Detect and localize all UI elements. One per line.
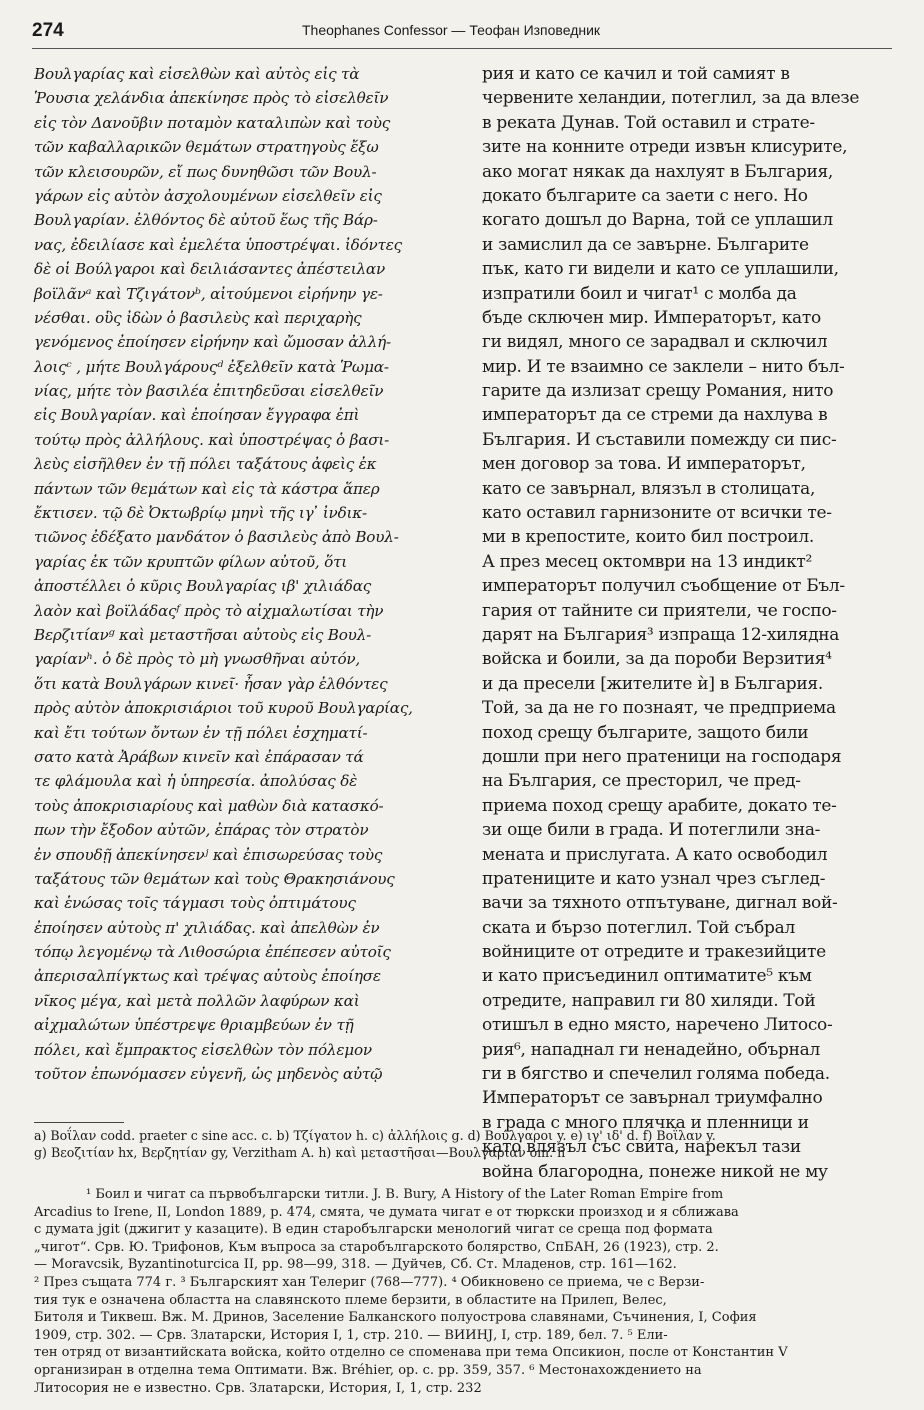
apparatus-line: a) Βοΐλαν codd. praeter c sine acc. c. b) Τζίγατον h. c) ἀλλήλοις g. d) Βούλγαροι y. e) ιγ' ιδ' d. f) Βοΐλαν y. [34,1128,716,1143]
greek-line: τῶν κλεισουρῶν, εἴ πως δυνηθῶσι τῶν Βουλ- [34,162,377,181]
bulgarian-line: отредите, направил ги 80 хиляди. Той [482,990,816,1011]
bulgarian-line: вачи за тяхното отпътуване, дигнал вой- [482,893,838,914]
bulgarian-line: А през месец октомври на 13 индикт² [482,551,813,572]
greek-line: Βουλγαρίας καὶ εἰσελθὼν καὶ αὐτὸς εἰς τὰ [34,65,360,83]
bulgarian-line: изпратили боил и чигат¹ с молба да [482,283,797,304]
greek-line: πων τὴν ἔξοδον αὐτῶν, ἐπάρας τὸν στρατὸν [34,821,369,840]
bulgarian-line: гария от тайните си приятели, че госпо- [482,600,837,621]
greek-line: λεὺς εἰσῆλθεν ἐν τῇ πόλει ταξάτους ἀφεὶς ἐκ [34,455,377,474]
bulgarian-line: рия⁶, нападнал ги ненадейно, обърнал [482,1039,820,1060]
bulgarian-translation-column [482,62,894,1182]
page-header [32,18,892,49]
greek-line: ἐποίησεν αὐτοὺς π' χιλιάδας. καὶ ἀπελθὼν ἐν [34,918,380,937]
greek-line: τόπῳ λεγομένῳ τὰ Λιθοσώρια ἐπέπεσεν αὐτοῖς [34,943,391,962]
bulgarian-line: ако могат някак да нахлуят в България, [482,161,834,182]
greek-line: Βερζιτίανᵍ καὶ μεταστῆσαι αὐτοὺς εἰς Βουλ- [34,625,372,644]
footnote-line: ² През същата 774 г. ³ Българският хан Телериг (768—777). ⁴ Обикновено се приема, че с Верзи- [34,1274,705,1290]
greek-line: δὲ οἱ Βούλγαροι καὶ δειλιάσαντες ἀπέστειλαν [34,260,385,279]
bulgarian-line: бъде сключен мир. Императорът, като [482,307,821,328]
bulgarian-line: като влязъл със свита, нарекъл тази [482,1137,801,1158]
bulgarian-line: като оставил гарнизоните от всички те- [482,503,832,524]
bulgarian-line: докато българите са заети с него. Но [482,185,808,206]
greek-line: νίας, μήτε τὸν βασιλέα ἐπιτηδεῦσαι εἰσελθεῖν [34,382,384,401]
apparatus-line: g) Βεοζιτίαν hx, Βερζητίαν gy, Verzitham A. h) καὶ μεταστῆσαι—Βουλγαρίαν om. h [34,1145,566,1160]
greek-line: ἀπερισαλπίγκτως καὶ τρέψας αὐτοὺς ἐποίησε [34,967,381,986]
bulgarian-line: гарите да излизат срещу Романия, нито [482,381,834,402]
bulgarian-line: в града с много плячка и пленници и [482,1112,809,1133]
bulgarian-line: зи още били в града. И потеглили зна- [482,820,821,841]
bulgarian-line: пък, като ги видели и като се уплашили, [482,259,839,280]
footnote-line: Arcadius to Irene, II, London 1889, p. 474, смята, че думата чигат е от тюркски произход и я сближава [34,1204,739,1220]
bulgarian-line: войска и боили, за да пороби Верзития⁴ [482,649,832,670]
greek-line: πόλει, καὶ ἔμπρακτος εἰσελθὼν τὸν πόλεμον [34,1040,372,1059]
greek-line: τούτῳ πρὸς ἀλλήλους. καὶ ὑποστρέψας ὁ βασι- [34,430,390,449]
greek-line: τε φλάμουλα καὶ ἡ ὑπηρεσία. ἀπολύσας δὲ [34,772,358,791]
critical-apparatus [34,1127,894,1161]
bulgarian-line: приема поход срещу арабите, докато те- [482,795,837,816]
greek-line: λαὸν καὶ βοϊλάδαςᶠ πρὸς τὸ αἰχμαλωτίσαι τὴν [34,601,384,620]
greek-line: νας, ἐδειλίασε καὶ ἐμελέτα ὑποστρέψαι. ἰδόντες [34,235,402,254]
greek-line: λοιςᶜ , μήτε Βουλγάρουςᵈ ἐξελθεῖν κατὰ Ῥωμα- [34,357,389,376]
footnote-line: Битоля и Тиквеш. Вж. М. Дринов, Заселение Балканского полуострова славянами, Съчинения, I, София [34,1310,757,1326]
greek-line: καὶ ἔτι τούτων ὄντων ἐν τῇ πόλει ἐσχηματί- [34,723,368,742]
footnote-line: Литосория не е известно. Срв. Златарски, История, I, 1, стр. 232 [34,1380,482,1396]
bulgarian-line: мир. И те взаимно се заклели – нито бъл- [482,356,845,377]
greek-line: νέσθαι. οὓς ἰδὼν ὁ βασιλεὺς καὶ περιχαρὴς [34,308,362,327]
footnote-line: организиран в отделна тема Оптимати. Вж. Bréhier, op. c. pp. 359, 357. ⁶ Местонахождението на [34,1362,702,1378]
greek-text-column [34,62,464,1122]
footnote-line: ¹ Боил и чигат са първобългарски титли. J. B. Bury, A History of the Later Roman Empire from [86,1187,724,1202]
bulgarian-line: ската и бързо потеглил. Той събрал [482,917,795,938]
greek-line: γαρίανʰ. ὁ δὲ πρὸς τὸ μὴ γνωσθῆναι αὐτόν, [34,650,361,669]
footnote-line: — Moravcsik, Byzantinoturcica II, pp. 98—99, 318. — Дуйчев, Сб. Ст. Младенов, стр. 161—162. [34,1257,677,1273]
footnotes [34,1186,894,1397]
bulgarian-line: и замислил да се завърне. Българите [482,234,809,255]
bulgarian-line: България. И съставили помежду си пис- [482,429,837,450]
greek-line: τιῶνος ἐδέξατο μανδάτον ὁ βασιλεὺς ἀπὸ Βουλ- [34,528,399,547]
bulgarian-line: когато дошъл до Варна, той се уплашил [482,210,833,231]
bulgarian-line: дошли при него пратеници на господаря [482,746,842,767]
greek-line: γαρίας ἐκ τῶν κρυπτῶν φίλων αὐτοῦ, ὅτι [34,552,348,571]
greek-line: πάντων τῶν θεμάτων καὶ εἰς τὰ κάστρα ἅπερ [34,479,380,498]
greek-line: γάρων εἰς αὐτὸν ἀσχολουμένων εἰσελθεῖν εἰς [34,186,382,205]
bulgarian-line: война благородна, понеже никой не му [482,1161,828,1182]
bulgarian-line: ми в крепостите, които бил построил. [482,527,814,548]
greek-line: Βουλγαρίαν. ἐλθόντος δὲ αὐτοῦ ἕως τῆς Βάρ- [34,211,378,230]
greek-line: εἰς Βουλγαρίαν. καὶ ἐποίησαν ἔγγραφα ἐπὶ [34,406,360,425]
footnote-line: „чигот“. Срв. Ю. Трифонов, Към въпроса за старобългарското болярство, СпБАН, 26 (1923), стр. 2. [34,1239,719,1255]
bulgarian-line: поход срещу българите, защото били [482,722,809,743]
page-number: 274 [32,20,64,41]
bulgarian-line: ги видял, много се зарадвал и сключил [482,332,828,353]
bulgarian-line: на България, се престорил, че пред- [482,771,801,792]
footnote-divider [34,1122,124,1123]
greek-line: ταξάτους τῶν θεμάτων καὶ τοὺς Θρακησιάνους [34,869,395,888]
greek-line: σατο κατὰ Ἀράβων κινεῖν καὶ ἐπάρασαν τά [34,747,364,766]
greek-line: τοῦτον ἐπωνόμασεν εὐγενῆ, ὡς μηδενὸς αὐτῷ [34,1065,383,1084]
bulgarian-line: като се завърнал, влязъл в столицата, [482,478,816,499]
greek-line: πρὸς αὐτὸν ἀποκρισιάριοι τοῦ κυροῦ Βουλγαρίας, [34,699,413,718]
greek-line: αἰχμαλώτων ὑπέστρεψε θριαμβεύων ἐν τῇ [34,1016,354,1035]
bulgarian-line: императорът получил съобщение от Бъл- [482,576,845,597]
greek-line: τῶν καβαλλαρικῶν θεμάτων στρατηγοὺς ἔξω [34,138,379,157]
bulgarian-line: червените хеландии, потеглил, за да влезе [482,88,860,109]
bulgarian-line: мен договор за това. И императорът, [482,454,806,475]
greek-line: νῖκος μέγα, καὶ μετὰ πολλῶν λαφύρων καὶ [34,991,360,1010]
bulgarian-line: императорът да се стреми да нахлува в [482,405,828,426]
bulgarian-line: и като присъединил оптиматите⁵ към [482,966,812,987]
greek-line: τοὺς ἀποκρισιαρίους καὶ μαθὼν διὰ κατασκό- [34,796,384,815]
bulgarian-line: Той, за да не го познаят, че предприема [482,698,836,719]
greek-line: καὶ ἑνώσας τοῖς τάγμασι τοὺς ὀπτιμάτους [34,894,356,913]
greek-line: ἀποστέλλει ὁ κῦρις Βουλγαρίας ιβ' χιλιάδας [34,577,372,596]
greek-line: ὅτι κατὰ Βουλγάρων κινεῖ· ἦσαν γὰρ ἐλθόντες [34,674,388,693]
footnote-line: с думата jgit (джигит у казаците). В един старобългарски менологий чигат се среща под формата [34,1222,713,1238]
footnote-line: 1909, стр. 302. — Срв. Златарски, История I, 1, стр. 210. — ВИИНЈ, I, стр. 189, бел. 7. ⁵ Ели- [34,1327,668,1343]
bulgarian-line: Императорът се завърнал триумфално [482,1088,823,1109]
bulgarian-line: войниците от отредите и тракезийците [482,942,826,963]
bulgarian-line: и да пресели [жителите ѝ] в България. [482,673,823,694]
bulgarian-line: зите на конните отреди извън клисурите, [482,137,848,158]
bulgarian-line: ги в бягство и спечелил голяма победа. [482,1064,830,1085]
bulgarian-line: пратениците и като узнал чрез съглед- [482,868,826,889]
bulgarian-line: рия и като се качил и той самият в [482,64,790,84]
greek-line: εἰς τὸν Δανοῦβιν ποταμὸν καταλιπὼν καὶ τοὺς [34,113,391,132]
running-title: Theophanes Confessor — Теофан Изповедник [302,22,601,38]
footnote-line: тен отряд от византийската войска, който отделно се споменава при тема Опсикион, после от Константин V [34,1345,788,1361]
footnote-line: тия тук е означена областта на славянското племе берзити, в областите на Прилеп, Велес, [34,1292,667,1308]
greek-line: ἔκτισεν. τῷ δὲ Ὀκτωβρίῳ μηνὶ τῆς ιγ ̓ ἰνδικ- [34,504,367,523]
greek-line: ἐν σπουδῇ ἀπεκίνησενʲ καὶ ἐπισωρεύσας τοὺς [34,845,383,864]
greek-line: βοϊλᾶνᵃ καὶ Τζιγάτονᵇ, αἰτούμενοι εἰρήνην γε- [34,284,383,303]
bulgarian-line: в реката Дунав. Той оставил и страте- [482,112,815,133]
bulgarian-line: мената и прислугата. А като освободил [482,844,828,865]
bulgarian-line: отишъл в едно място, наречено Литосо- [482,1015,833,1036]
greek-line: γενόμενος ἐποίησεν εἰρήνην καὶ ὤμοσαν ἀλλή- [34,333,391,352]
greek-line: Ῥουσια χελάνδια ἀπεκίνησε πρὸς τὸ εἰσελθεῖν [34,89,389,108]
bulgarian-line: дарят на България³ изпраща 12-хилядна [482,624,840,645]
